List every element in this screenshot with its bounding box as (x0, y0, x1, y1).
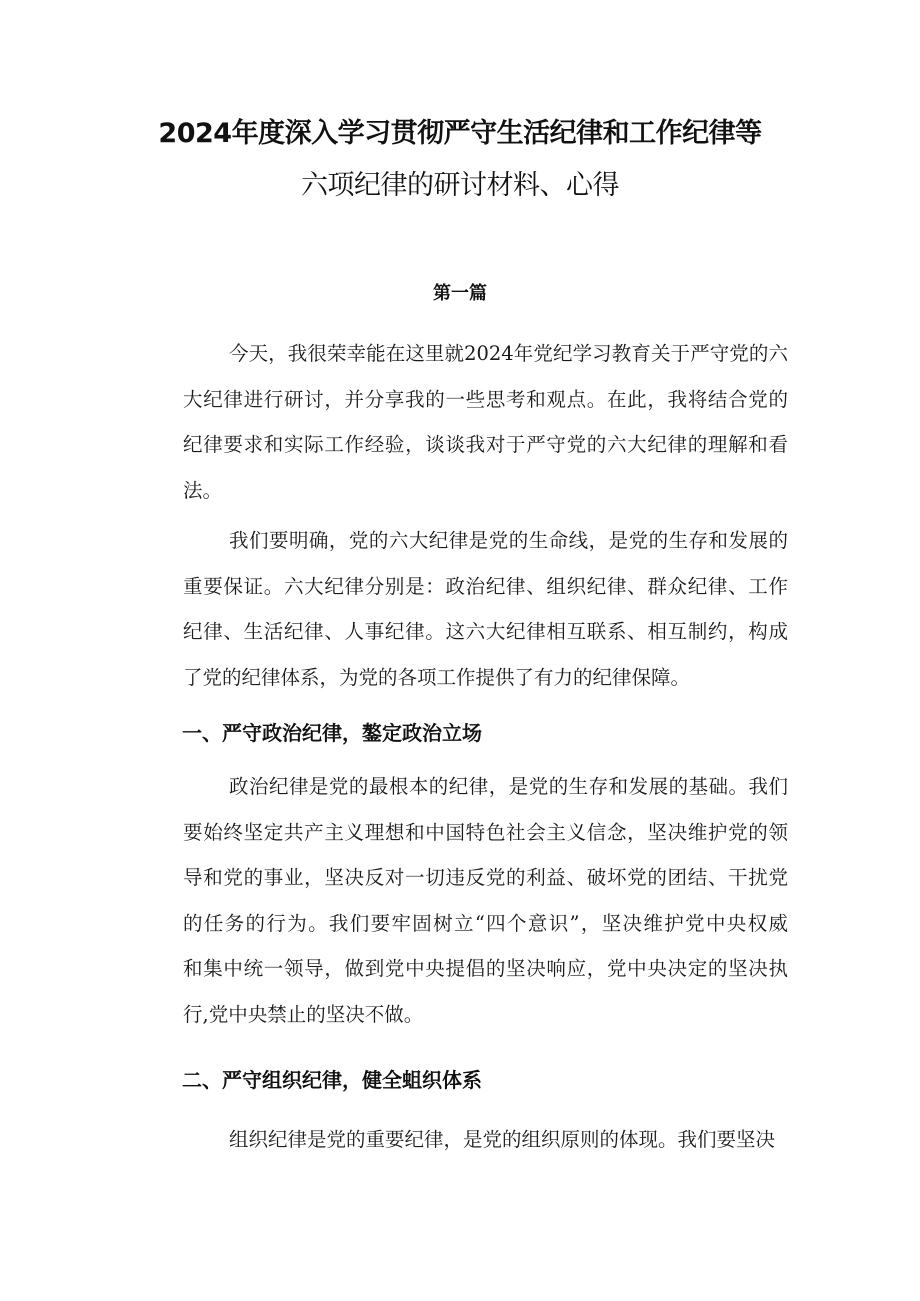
paragraph-line: 纪律要求和实际工作经验，谈谈我对于严守党的六大纪律的理解和看 (183, 433, 788, 456)
document-title-line-2: 六项纪律的研讨材料、心得 (301, 170, 619, 201)
section-title: 第一篇 (433, 283, 487, 304)
paragraph-line: 我们要明确，党的六大纪律是党的生命线，是党的生存和发展的 (229, 529, 788, 552)
paragraph-line: 了党的纪律体系，为党的各项工作提供了有力的纪律保障。 (183, 665, 691, 689)
heading-political-discipline: 一、严守政治纪律，鏊定政治立场 (182, 721, 482, 745)
paragraph-organizational-discipline (138, 1117, 788, 1163)
paragraph-line: 大纪律进行研讨，并分享我的一些思考和观点。在此，我将结合党的 (183, 387, 788, 411)
paragraph-line: 和集中统一领导，做到党中央提倡的坚决响应，党中央决定的坚决执 (183, 957, 788, 980)
paragraph-line: 组织纪律是党的重要纪律，是党的组织原则的体现。我们要坚决 (229, 1128, 776, 1151)
paragraph-line: 导和党的事业，坚决反对一切违反党的利益、破坏党的团结、干扰党 (183, 866, 788, 889)
paragraph-line: 行,党中央禁止的坚决不做。 (183, 1002, 424, 1026)
paragraph-line: 重要保证。六大纪律分别是：政治纪律、组织纪律、群众纪律、工作 (183, 574, 788, 598)
paragraph-line: 纪律、生活纪律、人事纪律。这六大纪律相互联系、相互制约，构成 (183, 620, 788, 643)
document-title-line-1: 2024年度深入学习贯彻严守生活纪律和工作纪律等 (158, 118, 762, 149)
paragraph-line: 的任务的行为。我们要牢固树立“四个意识”，坚决维护党中央权威 (183, 911, 788, 935)
paragraph-line: 今天，我很荣幸能在这里就2024年党纪学习教育关于严守党的六 (229, 342, 788, 365)
paragraph-intro (138, 331, 788, 513)
paragraph-line: 要始终坚定共产主义理想和中国特色社会主义信念，坚决维护党的领 (183, 820, 788, 844)
heading-organizational-discipline: 二、严守组织纪律，健全蛆织体系 (182, 1068, 482, 1092)
paragraph-line: 政治纪律是党的最根本的纪律，是党的生存和发展的基础。我们 (229, 775, 788, 798)
paragraph-six-disciplines (138, 518, 788, 700)
paragraph-line: 法。 (183, 478, 223, 502)
paragraph-political-discipline (138, 764, 788, 1037)
